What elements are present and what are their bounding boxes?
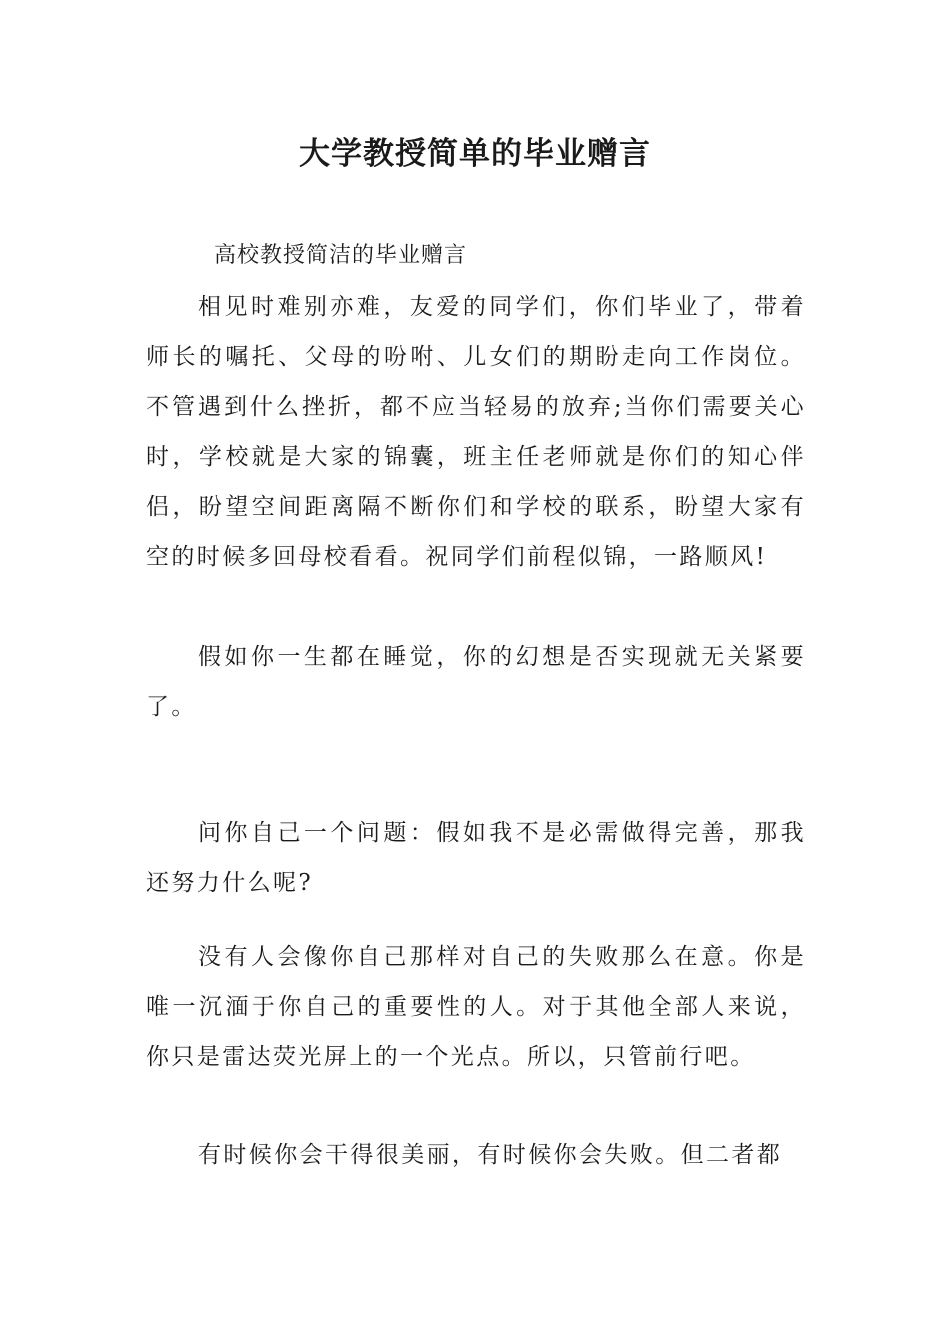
document-subtitle: 高校教授简洁的毕业赠言 bbox=[214, 243, 468, 268]
paragraph-4: 没有人会像你自己那样对自己的失败那么在意。你是唯一沉湎于你自己的重要性的人。对于其他全部人来说，你只是雷达荧光屏上的一个光点。所以，只管前行吧。 bbox=[146, 944, 806, 1070]
paragraph-2: 假如你一生都在睡觉，你的幻想是否实现就无关紧要了。 bbox=[146, 644, 806, 720]
paragraph-1: 相见时难别亦难，友爱的同学们，你们毕业了，带着师长的嘱托、父母的吩咐、儿女们的期盼走向工作岗位。不管遇到什么挫折，都不应当轻易的放弃;当你们需要关心时，学校就是大家的锦囊，班主任老师就是你们的知心伴侣，盼望空间距离隔不断你们和学校的联系，盼望大家有空的时候多回母校看看。祝同学们前程似锦，一路顺风! bbox=[146, 294, 806, 570]
paragraph-3: 问你自己一个问题：假如我不是必需做得完善，那我还努力什么呢? bbox=[146, 820, 806, 896]
document-title: 大学教授简单的毕业赠言 bbox=[299, 136, 651, 172]
paragraph-5: 有时候你会干得很美丽，有时候你会失败。但二者都 bbox=[198, 1142, 783, 1168]
